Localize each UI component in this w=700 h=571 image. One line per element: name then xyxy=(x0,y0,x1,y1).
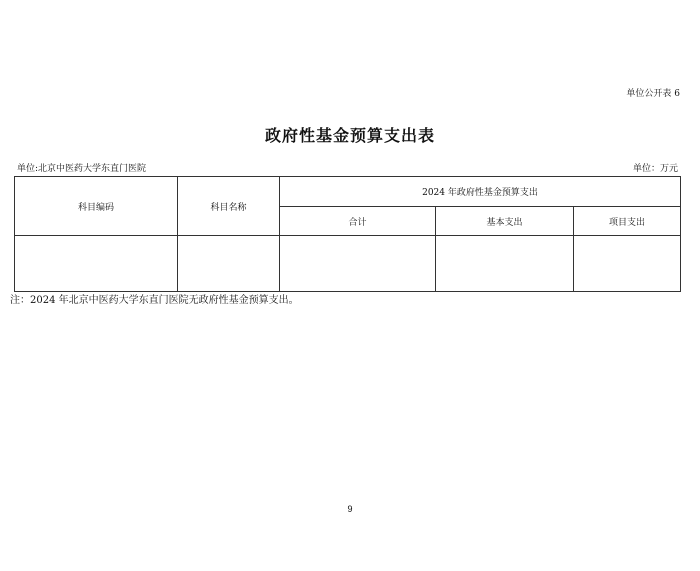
currency-unit: 单位：万元 xyxy=(632,164,678,174)
header-basic-expenditure: 基本支出 xyxy=(436,207,574,236)
cell-project-expenditure xyxy=(574,236,681,292)
header-total: 合计 xyxy=(280,207,436,236)
cell-subject-code xyxy=(15,236,178,292)
form-label: 单位公开表 6 xyxy=(626,89,680,99)
header-subject-name: 科目名称 xyxy=(178,177,280,236)
header-subject-code: 科目编码 xyxy=(15,177,178,236)
cell-total xyxy=(280,236,436,292)
header-project-expenditure: 项目支出 xyxy=(574,207,681,236)
table-row xyxy=(15,236,681,292)
budget-table xyxy=(14,176,681,292)
page-number: 9 xyxy=(347,504,353,514)
header-group-budget: 2024 年政府性基金预算支出 xyxy=(280,177,681,207)
page-title: 政府性基金预算支出表 xyxy=(264,126,435,145)
organization-unit: 单位:北京中医药大学东直门医院 xyxy=(17,164,147,174)
table-header-row xyxy=(15,177,681,207)
footnote: 注：2024 年北京中医药大学东直门医院无政府性基金预算支出。 xyxy=(10,295,299,306)
cell-subject-name xyxy=(178,236,280,292)
cell-basic-expenditure xyxy=(436,236,574,292)
